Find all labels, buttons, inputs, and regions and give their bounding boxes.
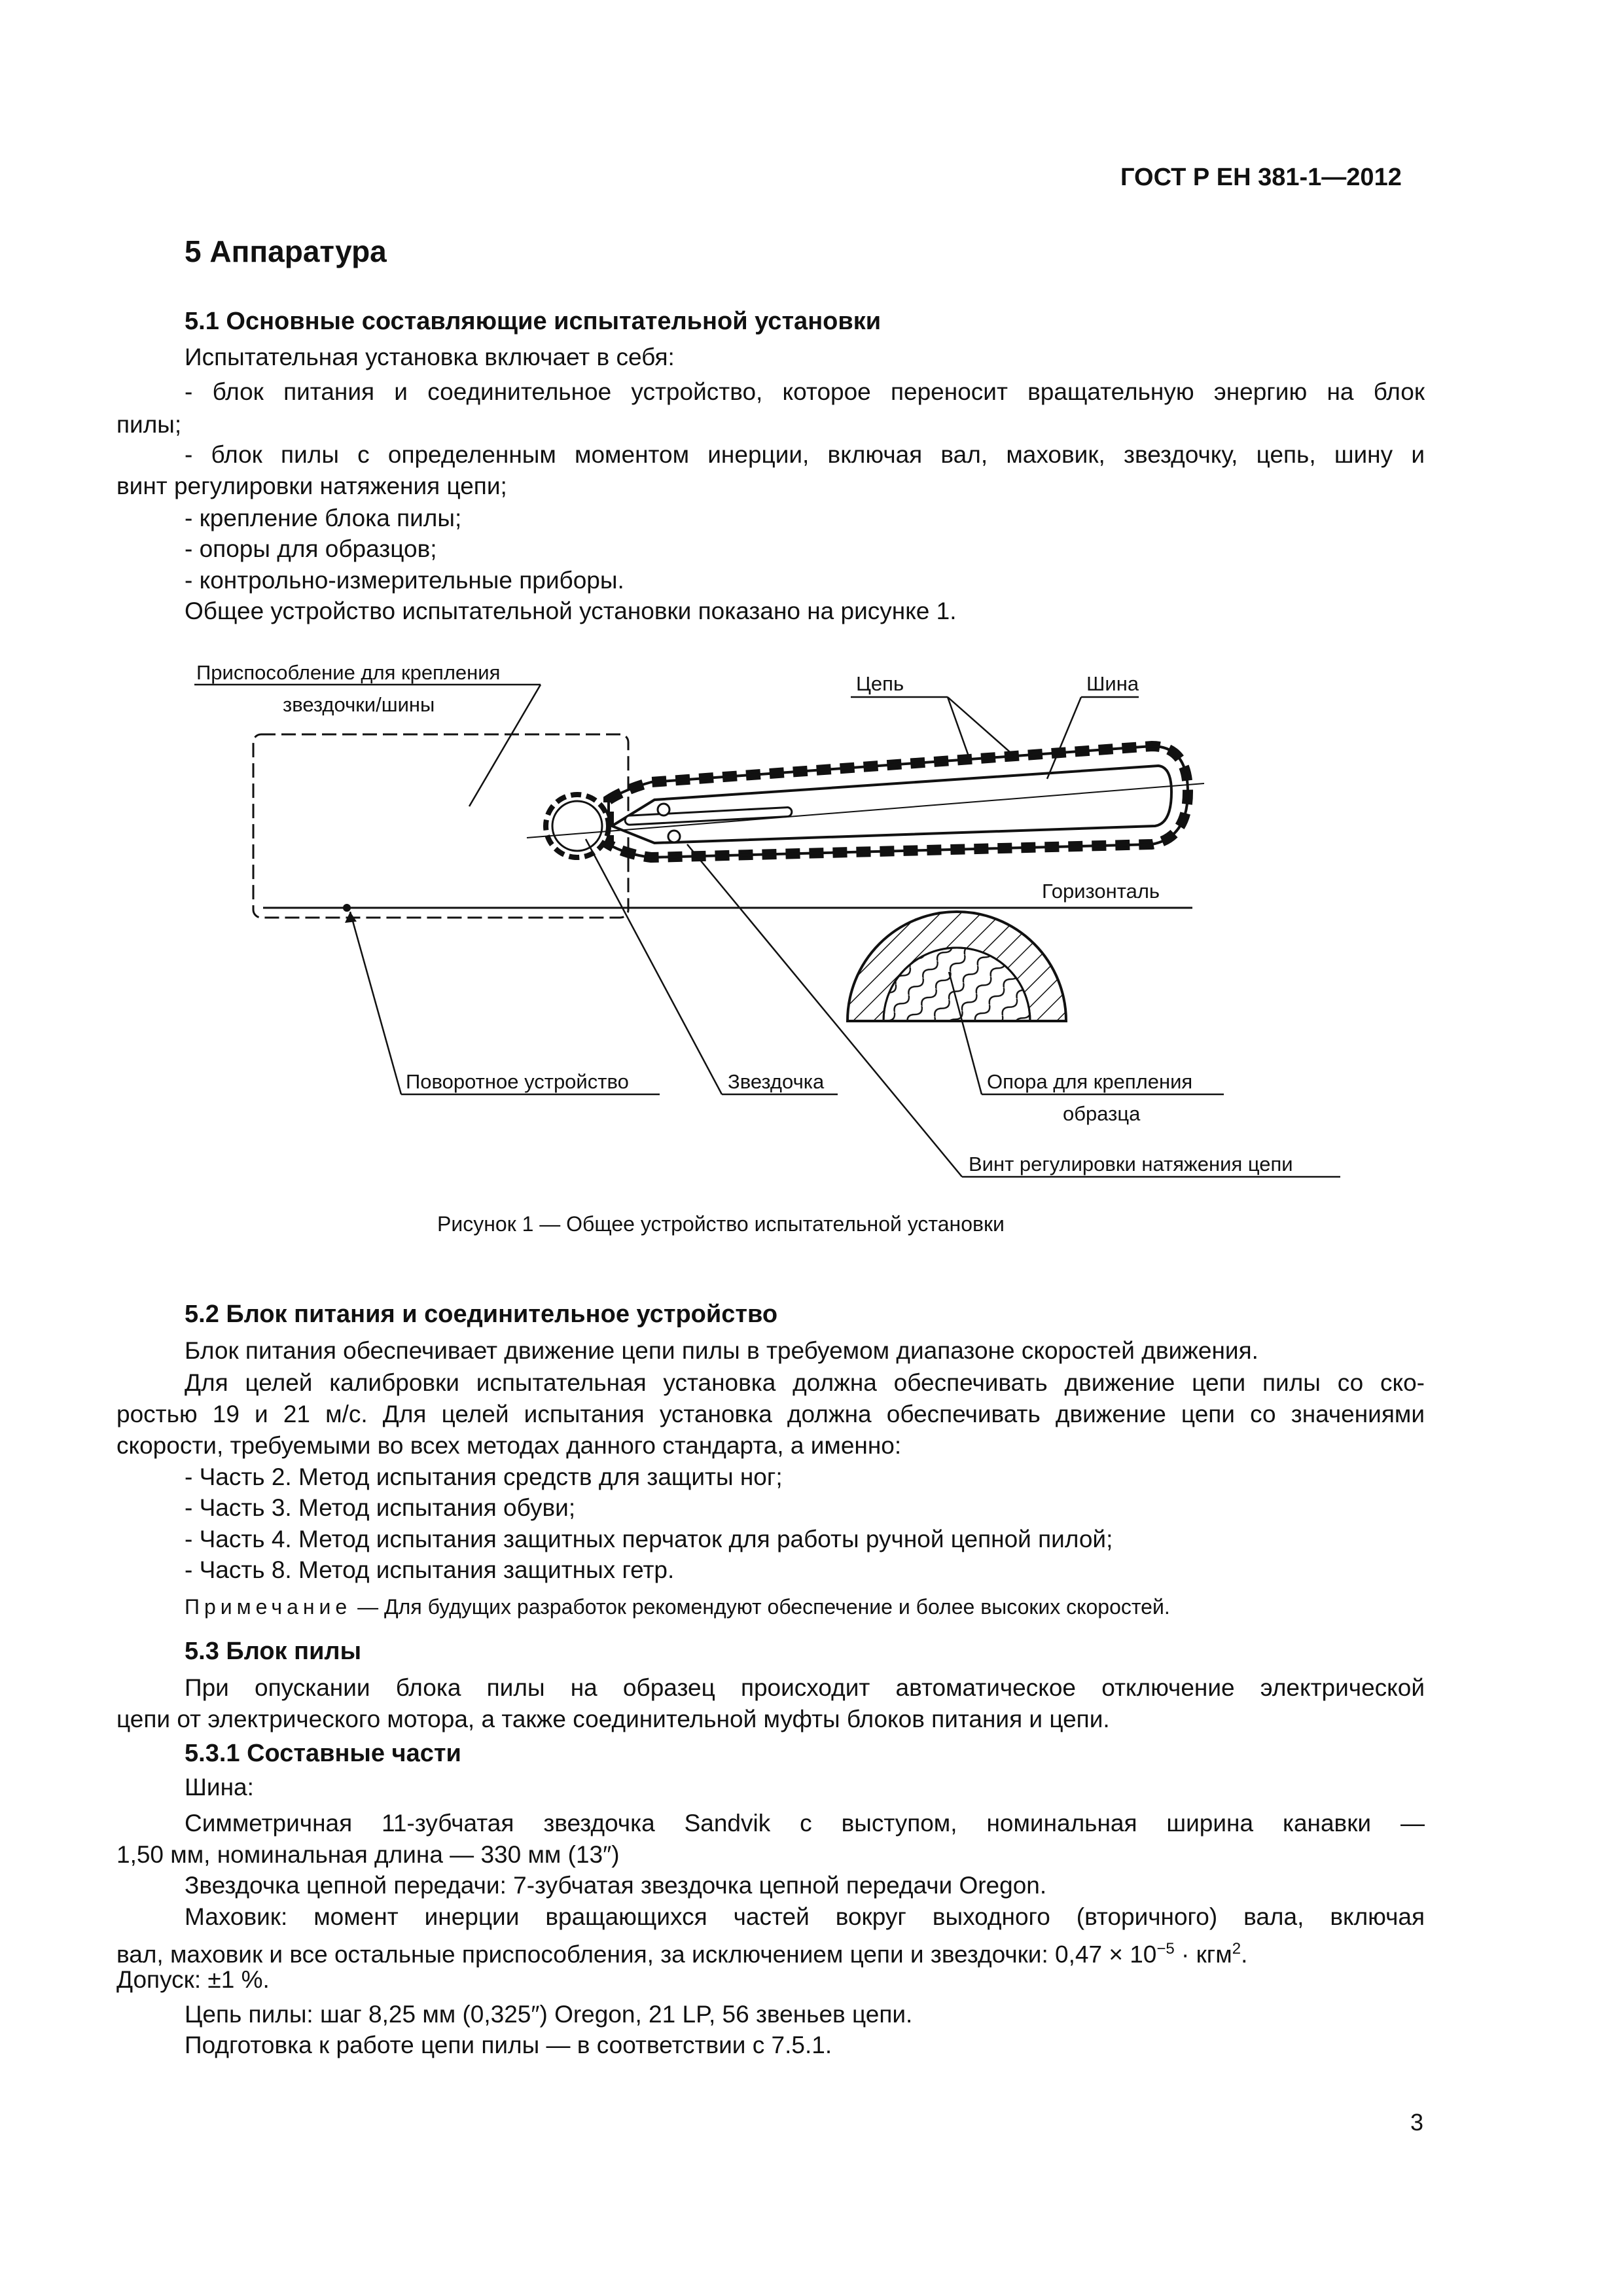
document-header: ГОСТ Р ЕН 381-1—2012 [1120,164,1402,191]
label-fixture-line2: звездочки/шины [283,693,435,716]
paragraph: Цепь пилы: шаг 8,25 мм (0,325″) Oregon, 21 LP, 56 звеньев цепи. [185,2001,913,2028]
bar-hole [658,804,669,816]
paragraph: Звездочка цепной передачи: 7-зубчатая звездочка цепной передачи Oregon. [185,1872,1047,1899]
note-label: Примечание [185,1595,352,1619]
subsection-title: 5.2 Блок питания и соединительное устройство [185,1300,778,1328]
paragraph: вал, маховик и все остальные приспособления, за исключением цепи и звездочки: $0,47 \times 10^{-5} \cdot кгм^2$. [116,1940,1248,1968]
label-support-line2: образца [1063,1102,1141,1125]
paragraph: Блок питания обеспечивает движение цепи пилы в требуемом диапазоне скоростей движения. [185,1337,1258,1364]
label-chain: Цепь [856,672,904,695]
figure-caption: Рисунок 1 — Общее устройство испытательной установки [437,1212,1005,1236]
paragraph: Для целей калибровки испытательная установка должна обеспечивать движение цепи пилы со ско- [185,1369,1425,1396]
paragraph: Маховик: момент инерции вращающихся частей вокруг выходного (вторичного) вала, включая [185,1903,1425,1930]
subsection-title: 5.1 Основные составляющие испытательной установки [185,308,882,335]
label-bar: Шина [1086,672,1139,695]
sprocket [546,795,609,857]
paragraph: ростью 19 и 21 м/с. Для целей испытания установка должна обеспечивать движение цепи со значениями [116,1401,1425,1427]
section-title: 5 Аппаратура [185,234,387,268]
label-tension-screw: Винт регулировки натяжения цепи [969,1153,1293,1175]
paragraph: Симметричная 11-зубчатая звездочка Sandvik с выступом, номинальная ширина канавки — [185,1810,1425,1837]
paragraph: Шина: [185,1774,254,1801]
specimen-support [847,912,1066,1021]
list-item: - Часть 3. Метод испытания обуви; [185,1494,576,1521]
paragraph: Подготовка к работе цепи пилы — в соответствии с 7.5.1. [185,2032,832,2058]
list-item: - контрольно-измерительные приборы. [185,567,624,594]
label-sprocket: Звездочка [728,1070,825,1093]
list-item: - опоры для образцов; [185,535,437,562]
figure-1-diagram [0,641,1623,1230]
note-text: — Для будущих разработок рекомендуют обеспечение и более высоких скоростей. [351,1595,1170,1619]
paragraph: скорости, требуемыми во всех методах данного стандарта, а именно: [116,1432,902,1459]
bar-hole [668,831,680,842]
list-item: - блок питания и соединительное устройство, которое переносит вращательную энергию на блок [185,378,1425,405]
paragraph: Испытательная установка включает в себя: [185,344,675,370]
list-item: - Часть 8. Метод испытания защитных гетр. [185,1556,675,1583]
label-support: Опора для крепления [987,1070,1193,1093]
label-fixture: Приспособление для крепления [196,661,501,684]
note [185,1595,1170,1619]
list-item-continuation: винт регулировки натяжения цепи; [116,473,507,499]
subsection-title: 5.3.1 Составные части [185,1740,461,1767]
page-number: 3 [1410,2109,1424,2136]
subsection-title: 5.3 Блок пилы [185,1638,362,1665]
list-item: - крепление блока пилы; [185,505,462,531]
paragraph: 1,50 мм, номинальная длина — 330 мм (13″) [116,1841,620,1868]
list-item-continuation: пилы; [116,411,182,438]
paragraph: При опускании блока пилы на образец происходит автоматическое отключение электрической [185,1674,1425,1701]
list-item: - блок пилы с определенным моментом инерции, включая вал, маховик, звездочку, цепь, шину и [185,441,1425,468]
guide-bar [612,766,1171,843]
list-item: - Часть 2. Метод испытания средств для защиты ног; [185,1463,783,1490]
list-item: - Часть 4. Метод испытания защитных перчаток для работы ручной цепной пилой; [185,1526,1113,1552]
paragraph: цепи от электрического мотора, а также соединительной муфты блоков питания и цепи. [116,1706,1110,1732]
paragraph: Допуск: ±1 %. [116,1966,270,1993]
paragraph: Общее устройство испытательной установки показано на рисунке 1. [185,598,957,624]
label-horizontal: Горизонталь [1042,880,1160,903]
label-pivot: Поворотное устройство [406,1070,629,1093]
